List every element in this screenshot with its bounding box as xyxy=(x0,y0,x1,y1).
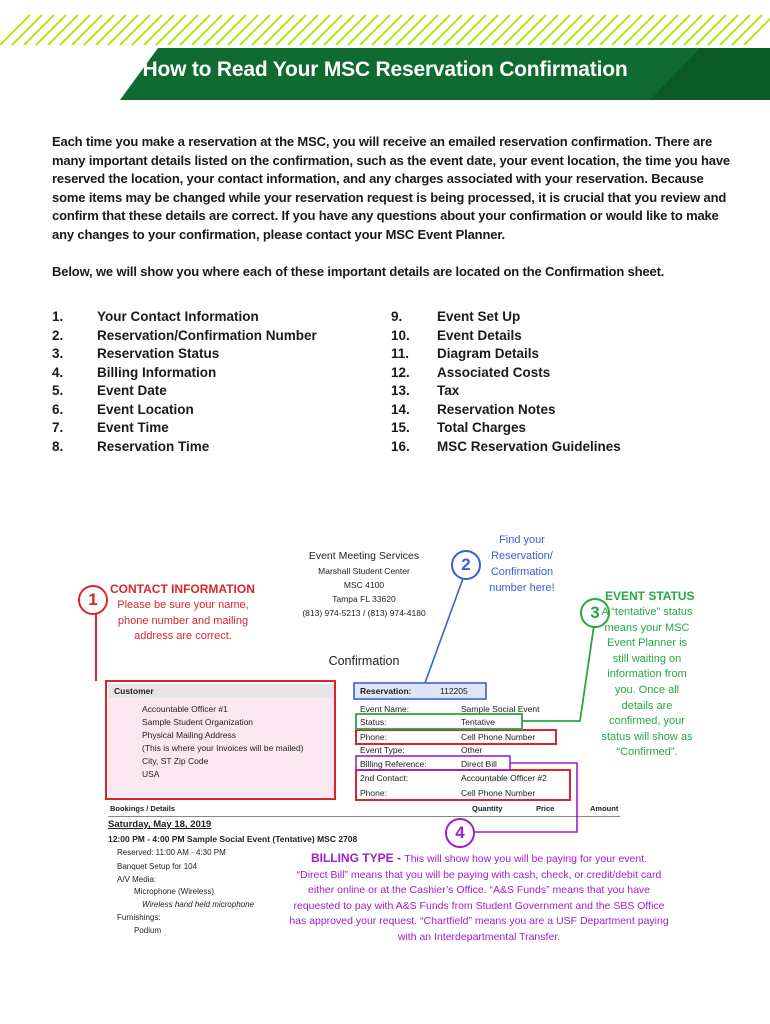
list-item: 3. Reservation Status xyxy=(52,346,220,361)
field-label: Status: xyxy=(360,717,387,727)
detail-line: Microphone (Wireless) xyxy=(134,887,215,896)
callout-4-text xyxy=(284,851,674,946)
event-line: 12:00 PM - 4:00 PM Sample Social Event (Tentative) MSC 2708 xyxy=(108,834,358,844)
page-title: How to Read Your MSC Reservation Confirmation xyxy=(142,58,628,81)
quantity-header: Quantity xyxy=(472,804,503,813)
field-value: Direct Bill xyxy=(461,759,497,769)
customer-line: (This is where your Invoices will be mailed) xyxy=(142,743,304,753)
list-item: 7. Event Time xyxy=(52,420,169,435)
field-value: Other xyxy=(461,745,483,755)
field-value: Tentative xyxy=(461,717,496,727)
field-label: Event Type: xyxy=(360,745,405,755)
customer-box xyxy=(108,684,334,797)
callout-4-text-first: This will show how you will be paying for your event. xyxy=(404,853,648,865)
detail-line: Reserved: 11:00 AM - 4:30 PM xyxy=(117,848,226,857)
callout-2-badge: 2 xyxy=(451,550,481,580)
reservation-label: Reservation: xyxy=(360,686,412,696)
list-item: 11. Diagram Details xyxy=(391,346,540,361)
detail-line: Banquet Setup for 104 xyxy=(117,862,198,871)
callout-4-title: BILLING TYPE - xyxy=(310,851,405,865)
event-date: Saturday, May 18, 2019 xyxy=(108,819,212,830)
field-value: Cell Phone Number xyxy=(461,732,536,742)
callout-2-text: Find your Reservation/ Confirmation number here! xyxy=(489,534,555,594)
price-header: Price xyxy=(536,804,555,813)
callout-1-badge: 1 xyxy=(78,585,108,615)
detail-line: Wireless hand held microphone xyxy=(142,900,254,909)
list-item: 14. Reservation Notes xyxy=(391,401,556,417)
callout-4-badge: 4 xyxy=(445,818,475,848)
list-item: 8. Reservation Time xyxy=(52,438,210,454)
callout-3-text: A “tentative” status means your MSC Event Planner is still waiting on information from you. Once all details are confirmed, your status will show as “Confirmed”. xyxy=(601,606,693,759)
org-line3: Tampa FL 33620 xyxy=(332,594,396,604)
list-item: 4. Billing Information xyxy=(52,364,217,380)
list-item: 12. Associated Costs xyxy=(391,364,551,380)
list-item: 5. Event Date xyxy=(52,383,167,398)
table-divider xyxy=(108,816,620,817)
field-value: Cell Phone Number xyxy=(461,788,536,798)
org-line2: MSC 4100 xyxy=(343,580,385,590)
callout-3-title: EVENT STATUS xyxy=(605,589,695,603)
list-item: 1. Your Contact Information xyxy=(52,309,259,324)
customer-line: USA xyxy=(142,769,160,779)
list-item: 16. MSC Reservation Guidelines xyxy=(391,438,621,454)
details-list-left xyxy=(52,308,352,456)
field-label: Event Name: xyxy=(360,704,410,714)
field-label: Phone: xyxy=(360,788,387,798)
list-item: 2. Reservation/Confirmation Number xyxy=(52,327,317,343)
field-label: Billing Reference: xyxy=(360,759,427,769)
bookings-header: Bookings / Details xyxy=(110,804,176,813)
customer-line: Physical Mailing Address xyxy=(142,730,237,740)
field-label: 2nd Contact: xyxy=(360,773,409,783)
list-item: 10. Event Details xyxy=(391,327,522,343)
customer-label: Customer xyxy=(114,686,154,696)
callout-1-text: Please be sure your name, phone number and mailing address are correct. xyxy=(117,599,249,643)
customer-line: Accountable Officer #1 xyxy=(142,704,228,714)
details-list-right xyxy=(391,308,691,456)
callout-4-text-rest: “Direct Bill” means that you will be paying with cash, check, or credit/debit card either online or at the Cashier’s Office. “A&S Funds” means that you have requested to pay with A&S Funds from Student Government and the SBS Office has approved your request. “Chartfield” means you are a USF Department paying with an Interdepartmental Transfer. xyxy=(289,868,669,943)
detail-line: Podium xyxy=(134,926,162,935)
list-item: 9. Event Set Up xyxy=(391,309,521,324)
field-value: Accountable Officer #2 xyxy=(461,773,547,783)
customer-line: Sample Student Organization xyxy=(142,717,254,727)
intro-paragraph: Each time you make a reservation at the MSC, you will receive an emailed reservation confirmation. There are many important details listed on the confirmation, such as the event date, your event location, the time you have reserved the location, your contact information, and any charges associated with your reservation. Because some items may be changed while your reservation request is being processed, it is crucial that you review and confirm that these details are correct. If you have any questions about your confirmation or would like to make any changes to your confirmation, please contact your MSC Event Planner. xyxy=(52,134,730,242)
list-item: 13. Tax xyxy=(391,383,460,398)
org-phone: (813) 974-5213 / (813) 974-4180 xyxy=(302,608,426,618)
org-line1: Marshall Student Center xyxy=(318,566,410,576)
org-name: Event Meeting Services xyxy=(308,550,420,562)
detail-line: A/V Media: xyxy=(117,875,157,884)
field-label: Phone: xyxy=(360,732,387,742)
confirmation-heading: Confirmation xyxy=(328,654,400,668)
list-item: 6. Event Location xyxy=(52,401,194,417)
list-item: 15. Total Charges xyxy=(391,420,527,435)
callout-1-title: CONTACT INFORMATION xyxy=(110,582,255,596)
callout-3-badge: 3 xyxy=(580,598,610,628)
reservation-number: 112205 xyxy=(440,686,468,696)
amount-header: Amount xyxy=(590,804,619,813)
customer-line: City, ST Zip Code xyxy=(142,756,209,766)
detail-line: Furnishings: xyxy=(117,913,161,922)
field-value: Sample Social Event xyxy=(461,704,540,714)
intro-below: Below, we will show you where each of these important details are located on the Confirmation sheet. xyxy=(52,264,665,279)
